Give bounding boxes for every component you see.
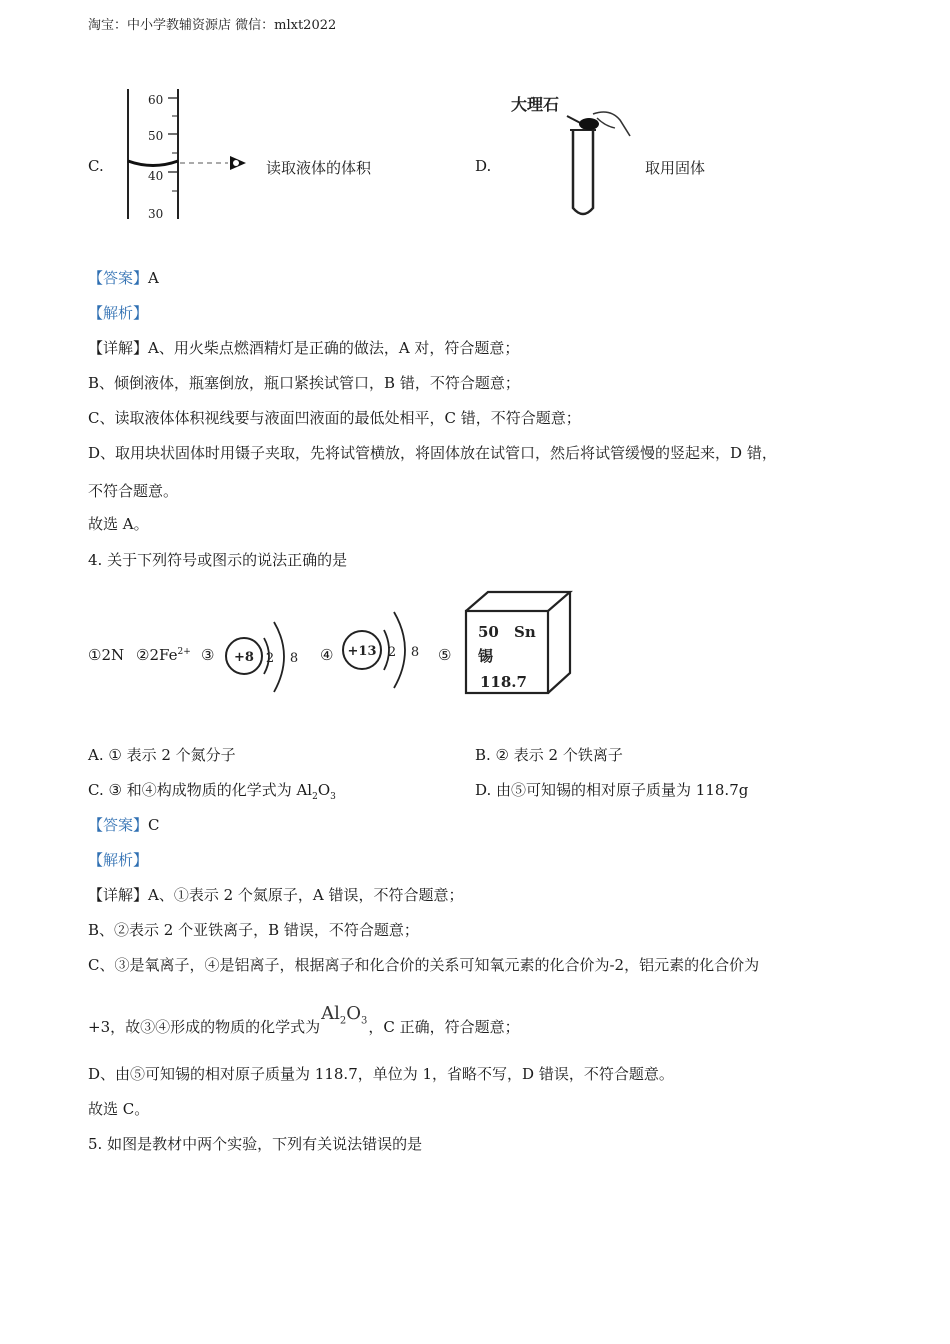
q3-detail-b: B、倾倒液体，瓶塞倒放，瓶口紧挨试管口，B 错，不符合题意； bbox=[88, 374, 520, 392]
q4-option-d: D. 由⑤可知锡的相对原子质量为 118.7g bbox=[475, 781, 749, 799]
q4-symbol-1: ①2N bbox=[88, 646, 125, 664]
q4-symbol-2: $②2Fe^{2+}$ bbox=[136, 646, 191, 664]
q4-detail-c2: +3，故③④形成的物质的化学式为$Al_2O_3$，C 正确，符合题意； bbox=[88, 1003, 520, 1036]
aluminum-ion-diagram bbox=[340, 598, 435, 693]
finger-outline bbox=[597, 118, 615, 128]
q4-detail-d: D、由⑤可知锡的相对原子质量为 118.7，单位为 1，省略不写，D 错误，不符合题意。 bbox=[88, 1065, 674, 1083]
q4-answer-line bbox=[88, 814, 160, 835]
answer-tag: 【答案】 bbox=[88, 269, 149, 287]
graduated-cylinder-figure bbox=[118, 84, 263, 224]
answer-tag: 【答案】 bbox=[88, 816, 149, 834]
element-mass: 118.7 bbox=[480, 673, 527, 691]
option-d-text: 取用固体 bbox=[645, 159, 706, 177]
eye-pupil bbox=[233, 160, 239, 166]
q3-detail-d2: 不符合题意。 bbox=[88, 482, 179, 500]
tick-label: 30 bbox=[148, 207, 164, 221]
option-c-text: 读取液体的体积 bbox=[266, 159, 372, 177]
nucleus-charge: +8 bbox=[234, 650, 254, 665]
q4-option-c: C. ③ 和④构成物质的化学式为 $Al_2O_3$ bbox=[88, 781, 336, 802]
q4-detail-b: B、②表示 2 个亚铁离子，B 错误，不符合题意； bbox=[88, 921, 419, 939]
option-c-letter: C. bbox=[88, 157, 104, 175]
q3-detail-c: C、读取液体体积视线要与液面凹液面的最低处相平，C 错，不符合题意； bbox=[88, 409, 581, 427]
q4-option-b: B. ② 表示 2 个铁离子 bbox=[475, 746, 623, 764]
q4-conclusion: 故选 C。 bbox=[88, 1100, 150, 1118]
nucleus-charge: +13 bbox=[347, 644, 377, 659]
tick-label: 60 bbox=[148, 93, 164, 107]
q3-detail-a: 【详解】A、用火柴点燃酒精灯是正确的做法，A 对，符合题意； bbox=[88, 339, 520, 357]
option-d-letter: D. bbox=[475, 157, 492, 175]
electron-shell-2 bbox=[274, 622, 284, 692]
tick-label: 40 bbox=[148, 169, 164, 183]
header-watermark: 淘宝：中小学教辅资源店 微信：mlxt2022 bbox=[88, 18, 337, 33]
q4-label-4: ④ bbox=[320, 646, 334, 664]
q4-detail-a: 【详解】A、①表示 2 个氮原子，A 错误，不符合题意； bbox=[88, 886, 464, 904]
test-tube bbox=[573, 130, 593, 214]
q3-conclusion: 故选 A。 bbox=[88, 515, 149, 533]
tick-label: 50 bbox=[148, 129, 164, 143]
q4-label-3: ③ bbox=[201, 646, 215, 664]
answer-value: C bbox=[148, 816, 160, 834]
element-number: 50 bbox=[478, 623, 499, 641]
marble-piece bbox=[579, 118, 599, 130]
q5-stem: 5. 如图是教材中两个实验，下列有关说法错误的是 bbox=[88, 1135, 423, 1153]
liquid-meniscus bbox=[128, 161, 178, 166]
shell-2-count: 8 bbox=[289, 651, 299, 666]
q4-detail-c1: C、③是氧离子，④是铝离子，根据离子和化合价的关系可知氧元素的化合价为-2，铝元素的化合价为 bbox=[88, 956, 760, 974]
tin-element-cube bbox=[462, 589, 574, 697]
q4-option-a: A. ① 表示 2 个氮分子 bbox=[88, 746, 236, 764]
marble-label: 大理石 bbox=[511, 95, 560, 114]
element-symbol: Sn bbox=[514, 623, 536, 641]
q4-label-5: ⑤ bbox=[438, 646, 452, 664]
q4-stem: 4. 关于下列符号或图示的说法正确的是 bbox=[88, 551, 348, 569]
element-name: 锡 bbox=[478, 647, 494, 665]
q3-detail-d1: D、取用块状固体时用镊子夹取，先将试管横放，将固体放在试管口，然后将试管缓慢的竖起来，D 错， bbox=[88, 444, 777, 462]
shell-2-count: 8 bbox=[410, 645, 420, 660]
chemical-formula: $Al_2O_3$ bbox=[321, 1003, 368, 1027]
shell-1-count: 2 bbox=[387, 645, 397, 660]
q4-analysis-tag: 【解析】 bbox=[88, 851, 149, 869]
oxygen-ion-diagram bbox=[222, 610, 312, 705]
answer-value: A bbox=[148, 269, 159, 287]
cube-top-face bbox=[466, 592, 570, 611]
test-tube-figure bbox=[505, 88, 645, 223]
q3-answer-line bbox=[88, 267, 159, 288]
q3-analysis-tag: 【解析】 bbox=[88, 304, 149, 322]
shell-1-count: 2 bbox=[265, 651, 275, 666]
